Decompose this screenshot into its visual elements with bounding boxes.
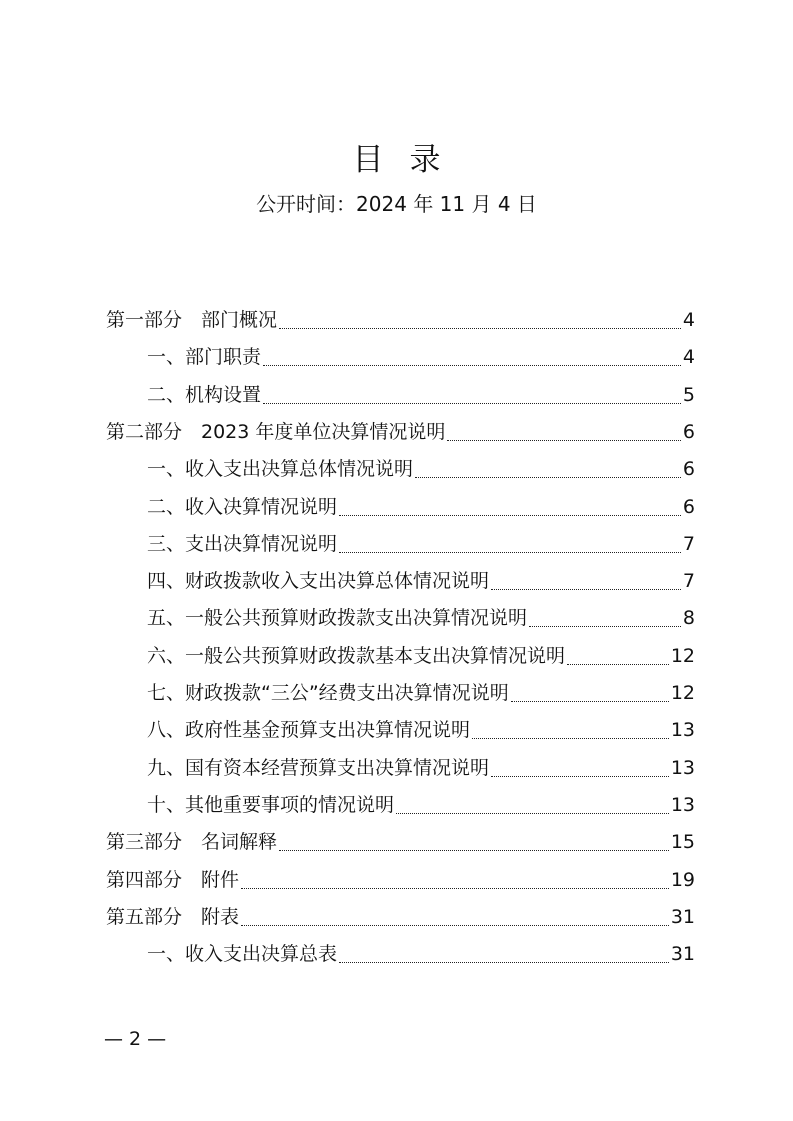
toc-entry[interactable] [147, 638, 695, 674]
toc-entry-page: 8 [682, 607, 695, 630]
toc-dot-leader [339, 515, 681, 516]
toc-entry-label: 第四部分 附件 [106, 868, 240, 891]
toc-entry[interactable] [147, 451, 695, 487]
toc-entry-label: 第一部分 部门概况 [106, 309, 278, 331]
toc-entry[interactable] [147, 600, 695, 636]
toc-entry-label: 第二部分 2023 年度单位决算情况说明 [106, 420, 446, 443]
toc-entry[interactable] [147, 750, 695, 786]
toc-dot-leader [396, 813, 669, 814]
toc-entry[interactable] [147, 787, 695, 823]
toc-entry-page: 13 [670, 793, 695, 816]
toc-entry-label: 七、财政拨款“三公”经费支出决算情况说明 [147, 682, 509, 704]
toc-dot-leader [511, 701, 669, 702]
toc-dot-leader [529, 626, 681, 627]
toc-entry-label: 一、收入支出决算总表 [147, 943, 338, 966]
toc-entry[interactable] [147, 526, 695, 562]
toc-entry-page: 7 [682, 532, 695, 555]
toc-entry-label: 五、一般公共预算财政拨款支出决算情况说明 [147, 607, 528, 630]
toc-entry-label: 三、支出决算情况说明 [147, 532, 338, 555]
toc-dot-leader [241, 888, 669, 889]
toc-entry[interactable] [106, 414, 695, 450]
toc-dot-leader [491, 776, 669, 777]
toc-entry-label: 一、收入支出决算总体情况说明 [147, 458, 414, 481]
toc-entry-page: 15 [670, 831, 695, 854]
toc-entry-page: 5 [682, 383, 695, 406]
toc-dot-leader [339, 552, 681, 553]
toc-entry-page: 12 [670, 644, 695, 667]
toc-entry[interactable] [147, 377, 695, 413]
toc-entry-page: 4 [682, 309, 695, 331]
toc-entry-page: 6 [682, 458, 695, 481]
toc-entry-page: 6 [682, 420, 695, 443]
toc-dot-leader [339, 962, 669, 963]
page-number: — 2 — [104, 1028, 167, 1050]
toc-entry-page: 6 [682, 495, 695, 518]
toc-entry-label: 八、政府性基金预算支出决算情况说明 [147, 719, 471, 742]
toc-entry[interactable] [147, 675, 695, 711]
toc-dot-leader [567, 664, 669, 665]
toc-entry-page: 4 [682, 346, 695, 369]
toc-dot-leader [415, 477, 681, 478]
toc-entry-label: 二、机构设置 [147, 383, 262, 406]
publish-date: 公开时间：2024 年 11 月 4 日 [256, 192, 537, 216]
toc-entry-label: 四、财政拨款收入支出决算总体情况说明 [147, 570, 490, 593]
toc-entry-label: 九、国有资本经营预算支出决算情况说明 [147, 756, 490, 779]
toc-entry[interactable] [106, 862, 695, 898]
toc-entry[interactable] [147, 339, 695, 375]
toc-entry-page: 13 [670, 719, 695, 742]
toc-dot-leader [263, 403, 681, 404]
toc-entry-page: 31 [670, 905, 695, 928]
toc-entry[interactable] [106, 824, 695, 860]
toc-entry[interactable] [106, 899, 695, 935]
toc-dot-leader [447, 440, 681, 441]
toc-entry-label: 二、收入决算情况说明 [147, 495, 338, 518]
toc-entry[interactable] [147, 489, 695, 525]
toc-entry-label: 十、其他重要事项的情况说明 [147, 793, 395, 816]
toc-entry-label: 第三部分 名词解释 [106, 831, 278, 854]
toc-dot-leader [241, 925, 669, 926]
toc-dot-leader [279, 850, 669, 851]
toc-dot-leader [279, 328, 681, 329]
toc-entry[interactable] [106, 302, 695, 338]
toc-entry-page: 19 [670, 868, 695, 891]
toc-entry-page: 12 [670, 682, 695, 704]
toc-entry-label: 第五部分 附表 [106, 905, 240, 928]
toc-entry-label: 六、一般公共预算财政拨款基本支出决算情况说明 [147, 644, 566, 667]
toc-entry[interactable] [147, 712, 695, 748]
toc-dot-leader [263, 365, 681, 366]
document-title: 目录 [352, 142, 467, 178]
toc-dot-leader [472, 738, 669, 739]
toc-entry[interactable] [147, 563, 695, 599]
toc-entry[interactable] [147, 936, 695, 972]
toc-entry-page: 31 [670, 943, 695, 966]
toc-entry-page: 7 [682, 570, 695, 593]
toc-entry-label: 一、部门职责 [147, 346, 262, 369]
toc-entry-page: 13 [670, 756, 695, 779]
toc-dot-leader [491, 589, 681, 590]
